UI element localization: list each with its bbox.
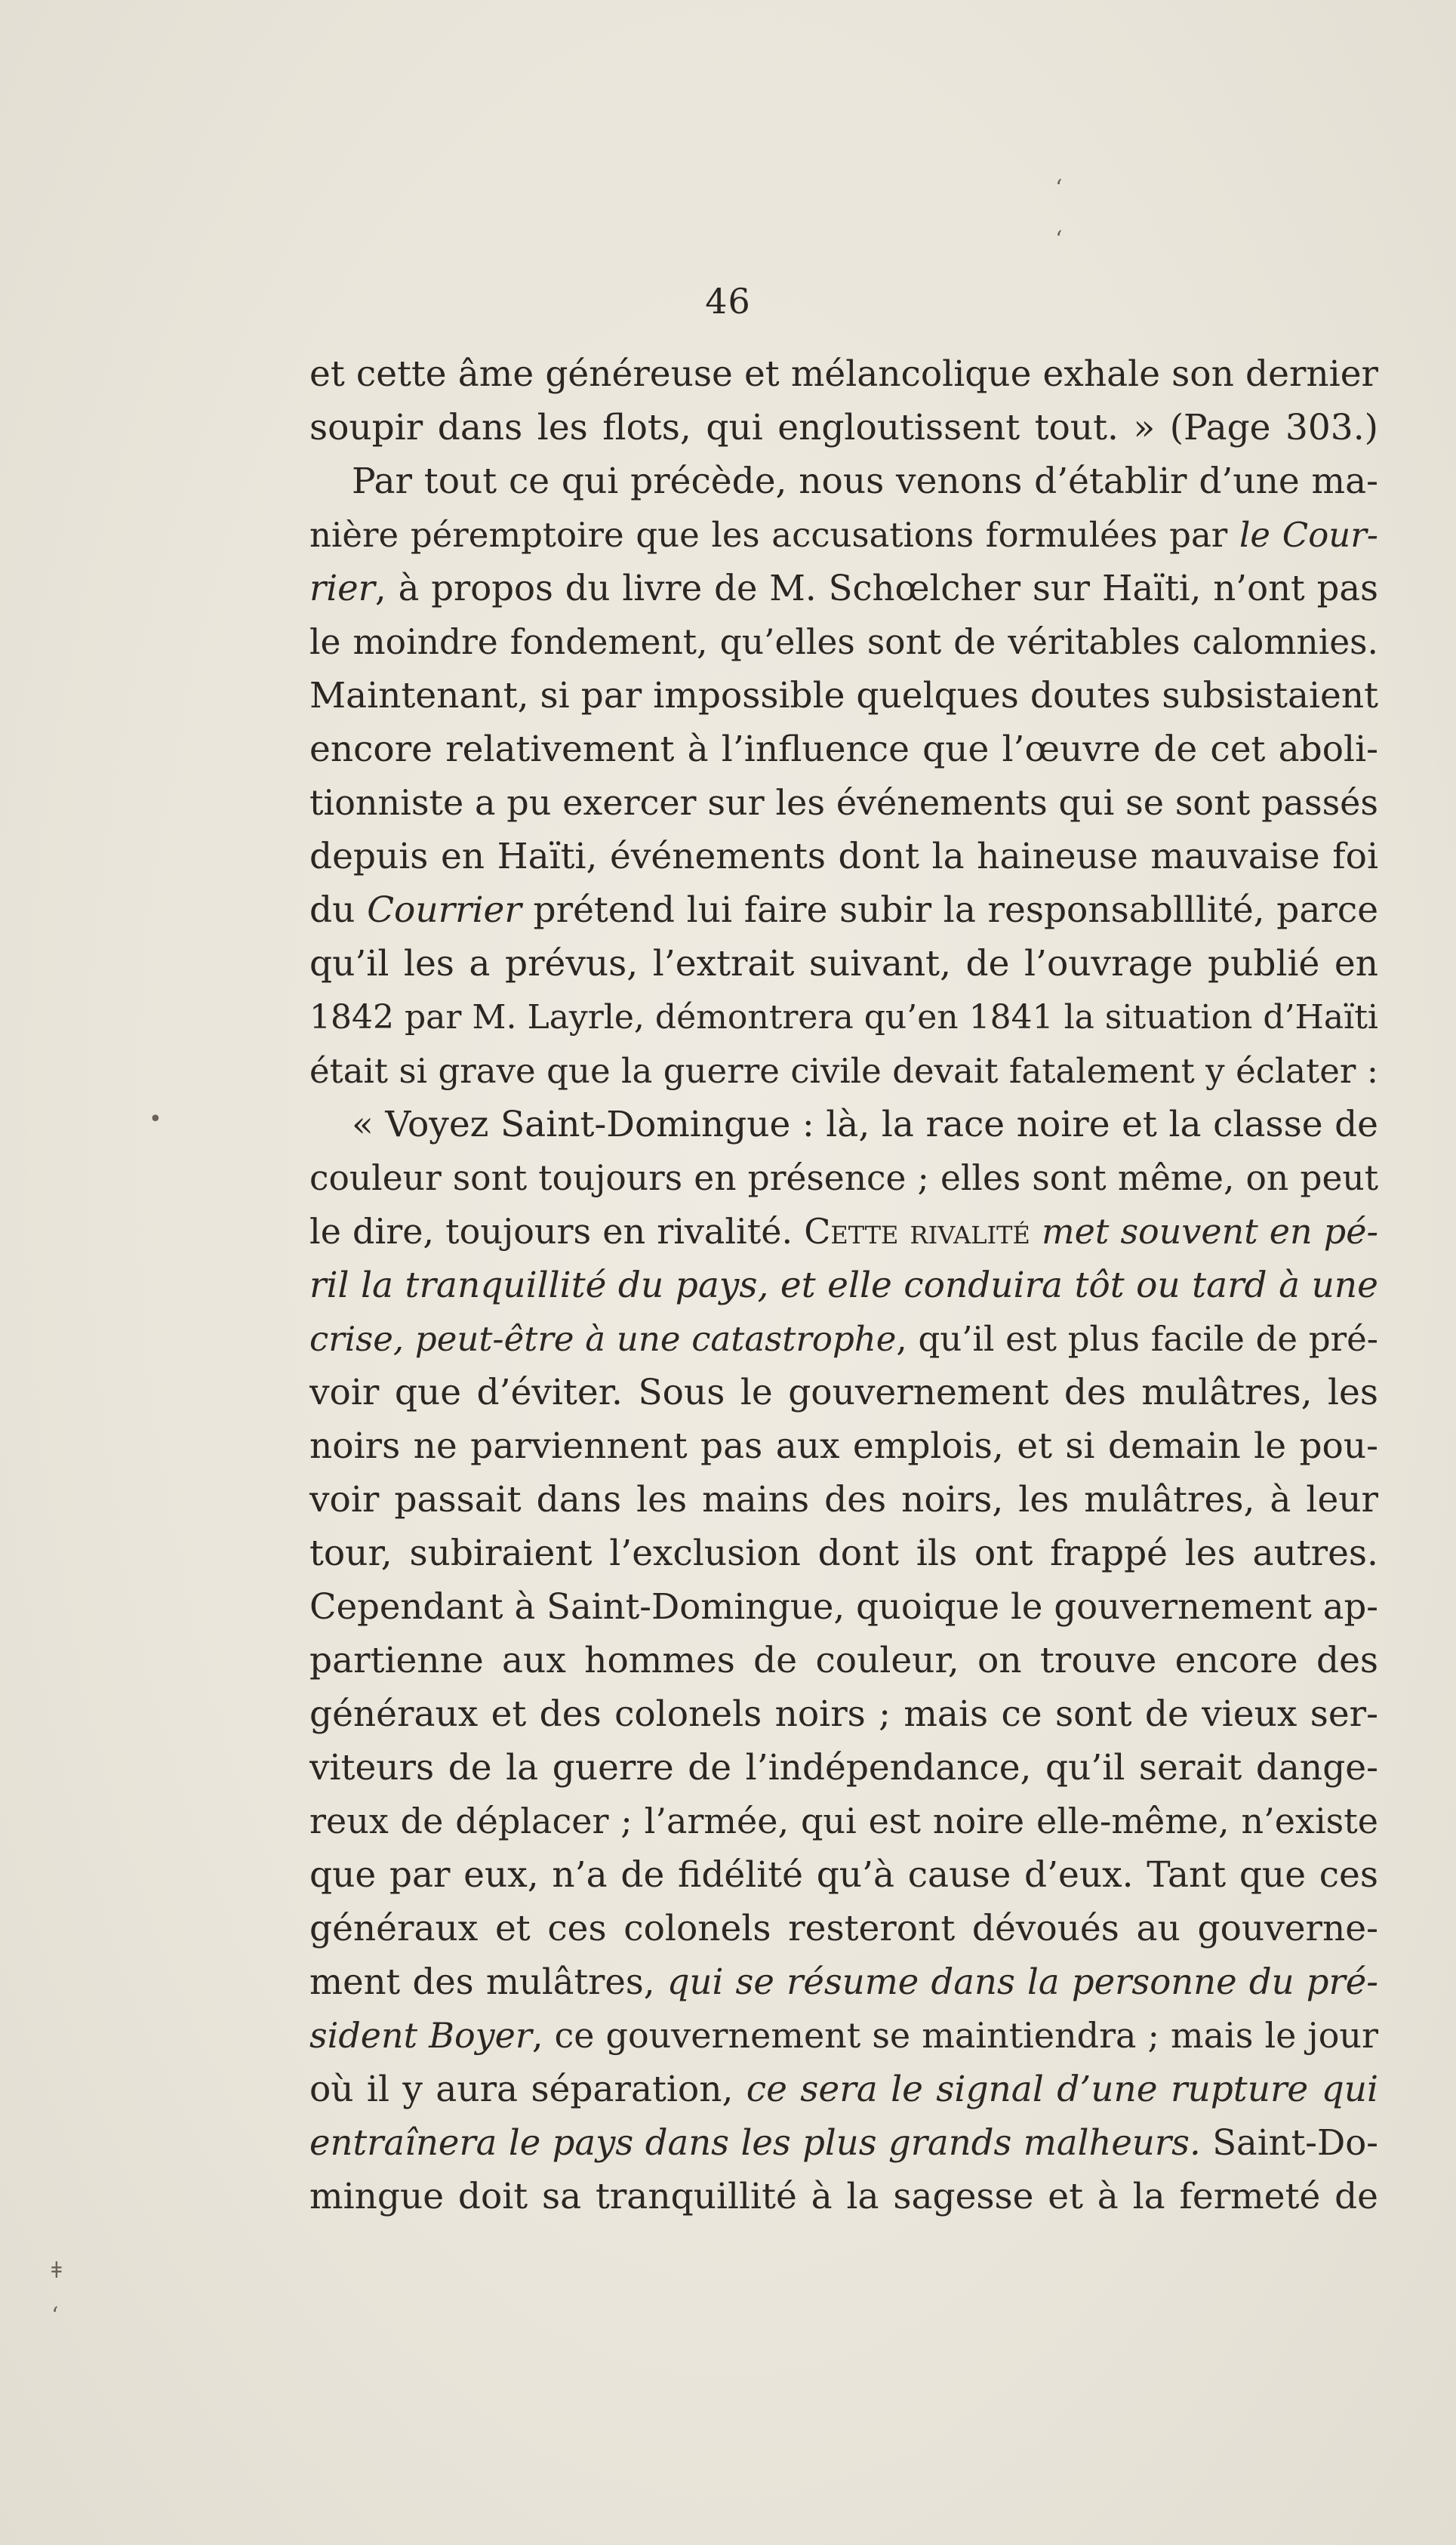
- text-run: généraux et ces colonels resteront dévoués au gouverne-: [309, 1908, 1378, 1949]
- italic-text: Courrier: [367, 889, 522, 931]
- small-caps-text: Cette rivalité: [804, 1211, 1030, 1252]
- text-run: voir que d’éviter. Sous le gouvernement des mulâtres, les: [309, 1372, 1378, 1413]
- italic-text: le Cour-: [1239, 515, 1378, 555]
- text-line: [309, 1634, 1378, 1687]
- italic-text: rier: [309, 568, 375, 609]
- text-run: noirs ne parviennent pas aux emplois, et si demain le pou-: [309, 1425, 1378, 1467]
- italic-text: qui se résume dans la personne du pré-: [666, 1961, 1378, 2002]
- text-run: généraux et des colonels noirs ; mais ce sont de vieux ser-: [309, 1693, 1378, 1735]
- text-run: couleur sont toujours en présence ; elles sont même, on peut: [309, 1158, 1378, 1198]
- text-line: [309, 1419, 1378, 1473]
- text-run: 1842 par M. Layrle, démontrera qu’en 1841 la situation d’Haïti: [309, 998, 1378, 1037]
- text-line: [309, 776, 1378, 830]
- text-line: [309, 454, 1378, 508]
- text-run: tionniste a pu exercer sur les événements qui se sont passés: [309, 782, 1378, 823]
- text-run: Cependant à Saint-Domingue, quoique le gouvernement ap-: [309, 1586, 1378, 1627]
- text-run: nière péremptoire que les accusations formulées par: [309, 515, 1240, 555]
- text-line: [309, 937, 1378, 991]
- italic-text: met souvent en pé-: [1030, 1211, 1378, 1252]
- page-number: 46: [705, 281, 751, 322]
- text-run: encore relativement à l’influence que l’œuvre de cet aboli-: [309, 729, 1378, 770]
- text-run: « Voyez Saint-Domingue : là, la race noire et la classe de: [352, 1104, 1378, 1145]
- margin-speck: ʻ: [1055, 175, 1063, 202]
- italic-text: sident Boyer: [309, 2015, 532, 2056]
- margin-speck: ʻ: [1055, 226, 1063, 253]
- text-line: [309, 883, 1378, 937]
- text-line: [309, 401, 1378, 454]
- text-run: du: [309, 889, 368, 931]
- text-run: , qu’il est plus facile de pré-: [896, 1319, 1378, 1359]
- text-line: [309, 2009, 1378, 2063]
- italic-text: ril la tranquillité du pays, et elle conduira tôt ou tard à une: [309, 1265, 1378, 1306]
- text-line: [309, 1473, 1378, 1527]
- text-run: mingue doit sa tranquillité à la sagesse et à la fermeté de: [309, 2176, 1378, 2217]
- text-line: [309, 1795, 1378, 1848]
- text-run: partienne aux hommes de couleur, on trouve encore des: [309, 1640, 1378, 1681]
- text-line: [309, 991, 1378, 1044]
- italic-text: entraînera le pays dans les plus grands malheurs.: [309, 2122, 1201, 2163]
- text-run: Par tout ce qui précède, nous venons d’établir d’une ma-: [352, 461, 1378, 502]
- text-line: [309, 508, 1378, 562]
- text-run: reux de déplacer ; l’armée, qui est noire elle-même, n’existe: [309, 1801, 1378, 1841]
- text-line: [309, 1098, 1378, 1151]
- text-line: [309, 1151, 1378, 1205]
- italic-text: crise, peut-être à une catastrophe: [309, 1319, 897, 1359]
- text-run: soupir dans les flots, qui engloutissent tout. » (Page 303.): [309, 407, 1378, 448]
- text-line: [309, 1741, 1378, 1795]
- text-line: [309, 1848, 1378, 1902]
- text-run: , à propos du livre de M. Schœlcher sur Haïti, n’ont pas: [374, 568, 1378, 609]
- margin-speck: ǂ: [51, 2257, 62, 2284]
- text-line: [309, 723, 1378, 776]
- text-line: [309, 1687, 1378, 1741]
- text-line: [309, 1205, 1378, 1259]
- text-run: que par eux, n’a de fidélité qu’à cause d’eux. Tant que ces: [309, 1854, 1378, 1896]
- text-line: [309, 1902, 1378, 1955]
- text-run: ment des mulâtres,: [309, 1961, 667, 2002]
- text-run: le moindre fondement, qu’elles sont de véritables calomnies.: [309, 622, 1378, 662]
- margin-speck: •: [149, 1106, 162, 1132]
- text-line: [309, 1259, 1378, 1312]
- text-run: voir passait dans les mains des noirs, les mulâtres, à leur: [309, 1479, 1378, 1521]
- text-run: prétend lui faire subir la responsablllité, parce: [521, 889, 1379, 931]
- text-run: où il y aura séparation,: [309, 2069, 746, 2110]
- text-run: et cette âme généreuse et mélancolique exhale son dernier: [309, 353, 1378, 395]
- text-line: [309, 830, 1378, 883]
- text-line: [309, 1955, 1378, 2009]
- text-line: [309, 1312, 1378, 1366]
- text-run: le dire, toujours en rivalité.: [309, 1211, 805, 1252]
- text-run: viteurs de la guerre de l’indépendance, qu’il serait dange-: [309, 1747, 1378, 1789]
- text-line: [309, 2170, 1378, 2223]
- text-line: [309, 1366, 1378, 1419]
- text-run: qu’il les a prévus, l’extrait suivant, de l’ouvrage publié en: [309, 943, 1378, 984]
- text-run: Saint-Do-: [1200, 2122, 1378, 2163]
- text-line: [309, 347, 1378, 401]
- text-run: tour, subiraient l’exclusion dont ils ont frappé les autres.: [309, 1533, 1378, 1574]
- text-line: [309, 1580, 1378, 1634]
- text-line: [309, 1527, 1378, 1580]
- text-line: [309, 562, 1378, 615]
- text-line: [309, 1044, 1378, 1098]
- italic-text: ce sera le signal d’une rupture qui: [746, 2069, 1379, 2110]
- text-run: Maintenant, si par impossible quelques doutes subsistaient: [309, 675, 1378, 716]
- text-run: depuis en Haïti, événements dont la haineuse mauvaise foi: [309, 836, 1378, 877]
- text-line: [309, 2063, 1378, 2116]
- margin-speck: ʻ: [51, 2303, 59, 2329]
- text-line: [309, 2116, 1378, 2170]
- text-line: [309, 615, 1378, 669]
- text-line: [309, 669, 1378, 723]
- text-run: , ce gouvernement se maintiendra ; mais le jour: [531, 2015, 1378, 2056]
- text-run: était si grave que la guerre civile devait fatalement y éclater :: [309, 1051, 1378, 1091]
- body-text: [309, 347, 1378, 2223]
